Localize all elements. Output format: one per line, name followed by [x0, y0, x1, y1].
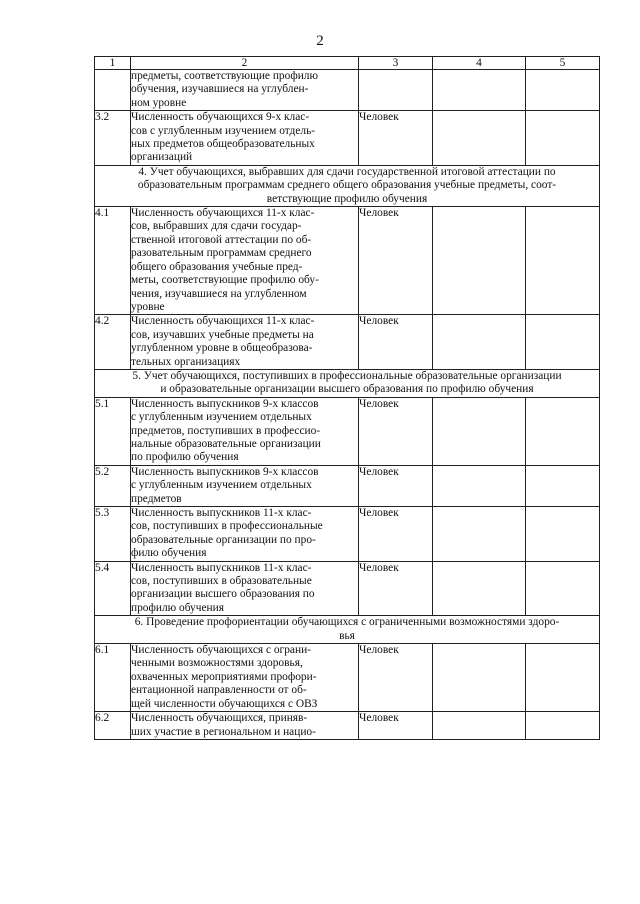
indicator-description — [131, 712, 359, 740]
section-title — [95, 369, 600, 397]
value-cell-col5 — [526, 70, 600, 111]
row-number: 4.1 — [95, 207, 131, 315]
table-row — [95, 712, 600, 740]
description-line: обучения, изучавшиеся на углублен- — [131, 83, 309, 96]
description-line: Численность обучающихся с ограни- — [131, 644, 311, 657]
section-title — [95, 616, 600, 644]
value-cell-col5 — [526, 465, 600, 506]
value-cell-col5 — [526, 207, 600, 315]
table-row — [95, 315, 600, 370]
description-line: сов с углубленным изучением отдель- — [131, 124, 316, 137]
description-line: Численность выпускников 9-х классов — [131, 465, 319, 478]
value-cell-col4 — [433, 315, 526, 370]
unit-of-measure: Человек — [359, 507, 433, 562]
value-cell-col4 — [433, 207, 526, 315]
description-line: нальные образовательные организации — [131, 437, 321, 450]
value-cell-col5 — [526, 507, 600, 562]
value-cell-col4 — [433, 712, 526, 740]
description-line: тельных организациях — [131, 355, 241, 368]
column-header-3: 3 — [359, 57, 433, 70]
description-line: организаций — [131, 151, 193, 164]
unit-of-measure: Человек — [359, 111, 433, 166]
description-line: ентационной направленности от об- — [131, 684, 307, 697]
indicator-description — [131, 644, 359, 712]
row-number: 5.4 — [95, 561, 131, 616]
value-cell-col5 — [526, 644, 600, 712]
table-row — [95, 465, 600, 506]
row-number: 6.1 — [95, 644, 131, 712]
description-line: организации высшего образования по — [131, 588, 315, 601]
description-line: ших участие в региональном и нацио- — [131, 725, 316, 738]
section-title-line: образовательным программам среднего общего образования учебные предметы, соот- — [137, 179, 557, 192]
row-number: 3.2 — [95, 111, 131, 166]
description-line: профилю обучения — [131, 601, 224, 614]
description-line: разовательным программам среднего — [131, 247, 312, 260]
value-cell-col5 — [526, 712, 600, 740]
column-header-2: 2 — [131, 57, 359, 70]
table-row — [95, 207, 600, 315]
description-line: Численность обучающихся 11-х клас- — [131, 315, 315, 328]
indicator-description — [131, 465, 359, 506]
table-row — [95, 397, 600, 465]
table-row — [95, 644, 600, 712]
indicator-description — [131, 207, 359, 315]
column-header-1: 1 — [95, 57, 131, 70]
row-number: 5.1 — [95, 397, 131, 465]
description-line: общего образования учебные пред- — [131, 260, 303, 273]
description-line: охваченных мероприятиями профори- — [131, 670, 317, 683]
value-cell-col4 — [433, 70, 526, 111]
page-number: 2 — [316, 33, 324, 49]
description-line: ном уровне — [131, 96, 187, 109]
section-header-row — [95, 616, 600, 644]
description-line: ных предметов общеобразовательных — [131, 138, 315, 151]
table-row — [95, 70, 600, 111]
description-line: Численность выпускников 11-х клас- — [131, 561, 312, 574]
description-line: филю обучения — [131, 547, 207, 560]
section-title — [95, 165, 600, 206]
unit-of-measure: Человек — [359, 315, 433, 370]
description-line: сов, изучавших учебные предметы на — [131, 328, 314, 341]
description-line: сов, поступивших в профессиональные — [131, 520, 323, 533]
description-line: Численность выпускников 11-х клас- — [131, 507, 312, 519]
description-line: сов, поступивших в образовательные — [131, 575, 312, 588]
value-cell-col4 — [433, 397, 526, 465]
value-cell-col4 — [433, 644, 526, 712]
section-title-line: вья — [339, 629, 355, 642]
value-cell-col5 — [526, 397, 600, 465]
row-number — [95, 70, 131, 111]
description-line: с углубленным изучением отдельных — [131, 479, 312, 492]
indicators-table — [94, 56, 600, 740]
section-title-line: 6. Проведение профориентации обучающихся с ограниченными возможностями здоро- — [134, 616, 560, 629]
description-line: щей численности обучающихся с ОВЗ — [131, 697, 318, 710]
indicator-description — [131, 70, 359, 111]
value-cell-col4 — [433, 465, 526, 506]
section-title-line: 5. Учет обучающихся, поступивших в профессиональные образовательные организации — [132, 369, 562, 382]
section-header-row — [95, 165, 600, 206]
indicator-description — [131, 561, 359, 616]
description-line: уровне — [131, 300, 165, 313]
section-title-line: ветствующие профилю обучения — [266, 192, 428, 205]
section-header-row — [95, 369, 600, 397]
description-line: с углубленным изучением отдельных — [131, 411, 312, 424]
description-line: предметов — [131, 492, 182, 505]
row-number: 5.3 — [95, 507, 131, 562]
value-cell-col4 — [433, 111, 526, 166]
indicator-description — [131, 507, 359, 562]
table-body — [95, 57, 600, 740]
section-title-line: и образовательные организации высшего образования по профилю обучения — [160, 383, 534, 396]
value-cell-col4 — [433, 507, 526, 562]
row-number: 6.2 — [95, 712, 131, 740]
unit-of-measure: Человек — [359, 644, 433, 712]
description-line: предметов, поступивших в профессио- — [131, 424, 321, 437]
value-cell-col5 — [526, 561, 600, 616]
value-cell-col5 — [526, 315, 600, 370]
row-number: 4.2 — [95, 315, 131, 370]
column-header-4: 4 — [433, 57, 526, 70]
description-line: Численность обучающихся 9-х клас- — [131, 111, 310, 124]
unit-of-measure: Человек — [359, 397, 433, 465]
column-header-5: 5 — [526, 57, 600, 70]
indicator-description — [131, 315, 359, 370]
description-line: Численность выпускников 9-х классов — [131, 397, 319, 410]
indicator-description — [131, 111, 359, 166]
table-header-row — [95, 57, 600, 70]
unit-of-measure: Человек — [359, 207, 433, 315]
unit-of-measure: Человек — [359, 465, 433, 506]
description-line: сов, выбравших для сдачи государ- — [131, 220, 302, 233]
description-line: Численность обучающихся, приняв- — [131, 712, 308, 725]
unit-of-measure: Человек — [359, 712, 433, 740]
description-line: меты, соответствующие профилю обу- — [131, 274, 319, 287]
description-line: чения, изучавшиеся на углубленном — [131, 287, 307, 300]
description-line: углубленном уровне в общеобразова- — [131, 342, 313, 355]
table-row — [95, 507, 600, 562]
table-row — [95, 561, 600, 616]
description-line: образовательные организации по про- — [131, 533, 316, 546]
unit-of-measure — [359, 70, 433, 111]
description-line: ченными возможностями здоровья, — [131, 657, 303, 670]
description-line: предметы, соответствующие профилю — [131, 70, 318, 82]
description-line: по профилю обучения — [131, 451, 239, 464]
row-number: 5.2 — [95, 465, 131, 506]
description-line: ственной итоговой аттестации по об- — [131, 233, 312, 246]
table-row — [95, 111, 600, 166]
value-cell-col4 — [433, 561, 526, 616]
value-cell-col5 — [526, 111, 600, 166]
unit-of-measure: Человек — [359, 561, 433, 616]
section-title-line: 4. Учет обучающихся, выбравших для сдачи государственной итоговой аттестации по — [138, 165, 556, 178]
description-line: Численность обучающихся 11-х клас- — [131, 207, 315, 220]
indicator-description — [131, 397, 359, 465]
